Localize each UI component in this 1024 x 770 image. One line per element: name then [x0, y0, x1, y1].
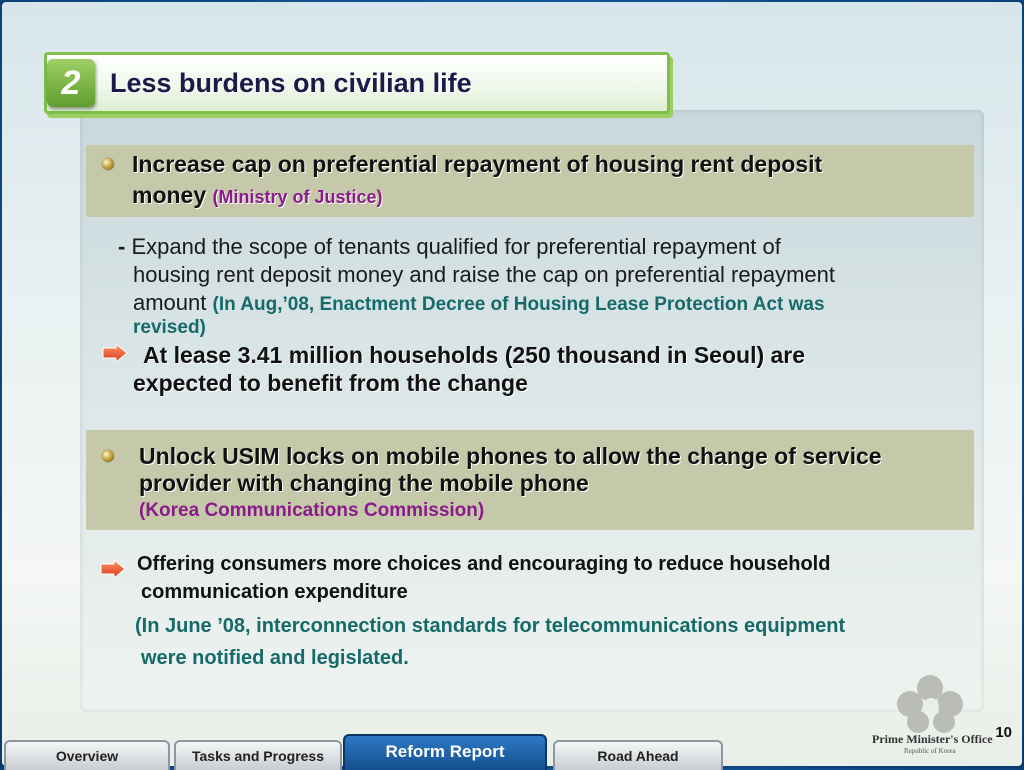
tab-label: Overview — [55, 748, 119, 764]
detail-dash: - — [118, 234, 126, 259]
red-arrow-icon — [102, 344, 128, 362]
section1-detail-line1 — [118, 233, 781, 261]
section2-agency: (Korea Communications Commission) — [139, 500, 485, 521]
bullet-icon — [102, 450, 114, 462]
tab-reform-report[interactable] — [343, 734, 547, 770]
section2-result-line1: Offering consumers more choices and encouraging to reduce household — [137, 553, 831, 575]
red-arrow-icon — [100, 560, 126, 578]
section2-heading-line2: provider with changing the mobile phone — [139, 470, 589, 496]
tab-label: Tasks and Progress — [191, 748, 325, 764]
section2-result-line2: communication expenditure — [141, 581, 408, 603]
section2-note-line1: (In June ’08, interconnection standards for telecommunications equipment — [135, 615, 846, 637]
section1-result-line1: At lease 3.41 million households (250 thousand in Seoul) are — [143, 342, 806, 368]
section2-note-line2: were notified and legislated. — [141, 647, 409, 669]
logo-subtext: Republic of Korea — [904, 747, 956, 755]
tab-overview[interactable] — [4, 740, 170, 770]
bullet-icon — [102, 158, 114, 170]
section-number-badge: 2 — [47, 59, 95, 107]
section1-agency: (Ministry of Justice) — [212, 187, 383, 207]
detail-text3: amount — [133, 290, 207, 315]
page-number: 10 — [995, 724, 1012, 741]
slide-title: Less burdens on civilian life — [110, 68, 472, 98]
detail-text1: Expand the scope of tenants qualified for preferential repayment of — [131, 234, 781, 259]
tab-road-ahead[interactable] — [553, 740, 723, 770]
tab-label: Road Ahead — [597, 748, 679, 764]
slide — [2, 2, 1022, 766]
section1-heading-line1: Increase cap on preferential repayment of housing rent deposit — [132, 151, 823, 177]
logo-text: Prime Minister's Office — [872, 732, 993, 746]
section1-heading-line2 — [132, 181, 383, 211]
detail-note-b: revised) — [133, 317, 206, 338]
tab-tasks-and-progress[interactable] — [174, 740, 342, 770]
section1-detail-line3 — [133, 289, 825, 319]
section-tab-bar — [0, 734, 1024, 768]
section1-result-line2: expected to benefit from the change — [133, 370, 528, 396]
tab-label: Reform Report — [385, 742, 505, 761]
section1-detail-line2: housing rent deposit money and raise the cap on preferential repayment — [133, 262, 835, 287]
detail-note-a: (In Aug,’08, Enactment Decree of Housing Lease Protection Act was — [212, 294, 825, 315]
section2-heading-line1: Unlock USIM locks on mobile phones to allow the change of service — [139, 443, 882, 469]
section1-heading-money: money — [132, 182, 207, 208]
